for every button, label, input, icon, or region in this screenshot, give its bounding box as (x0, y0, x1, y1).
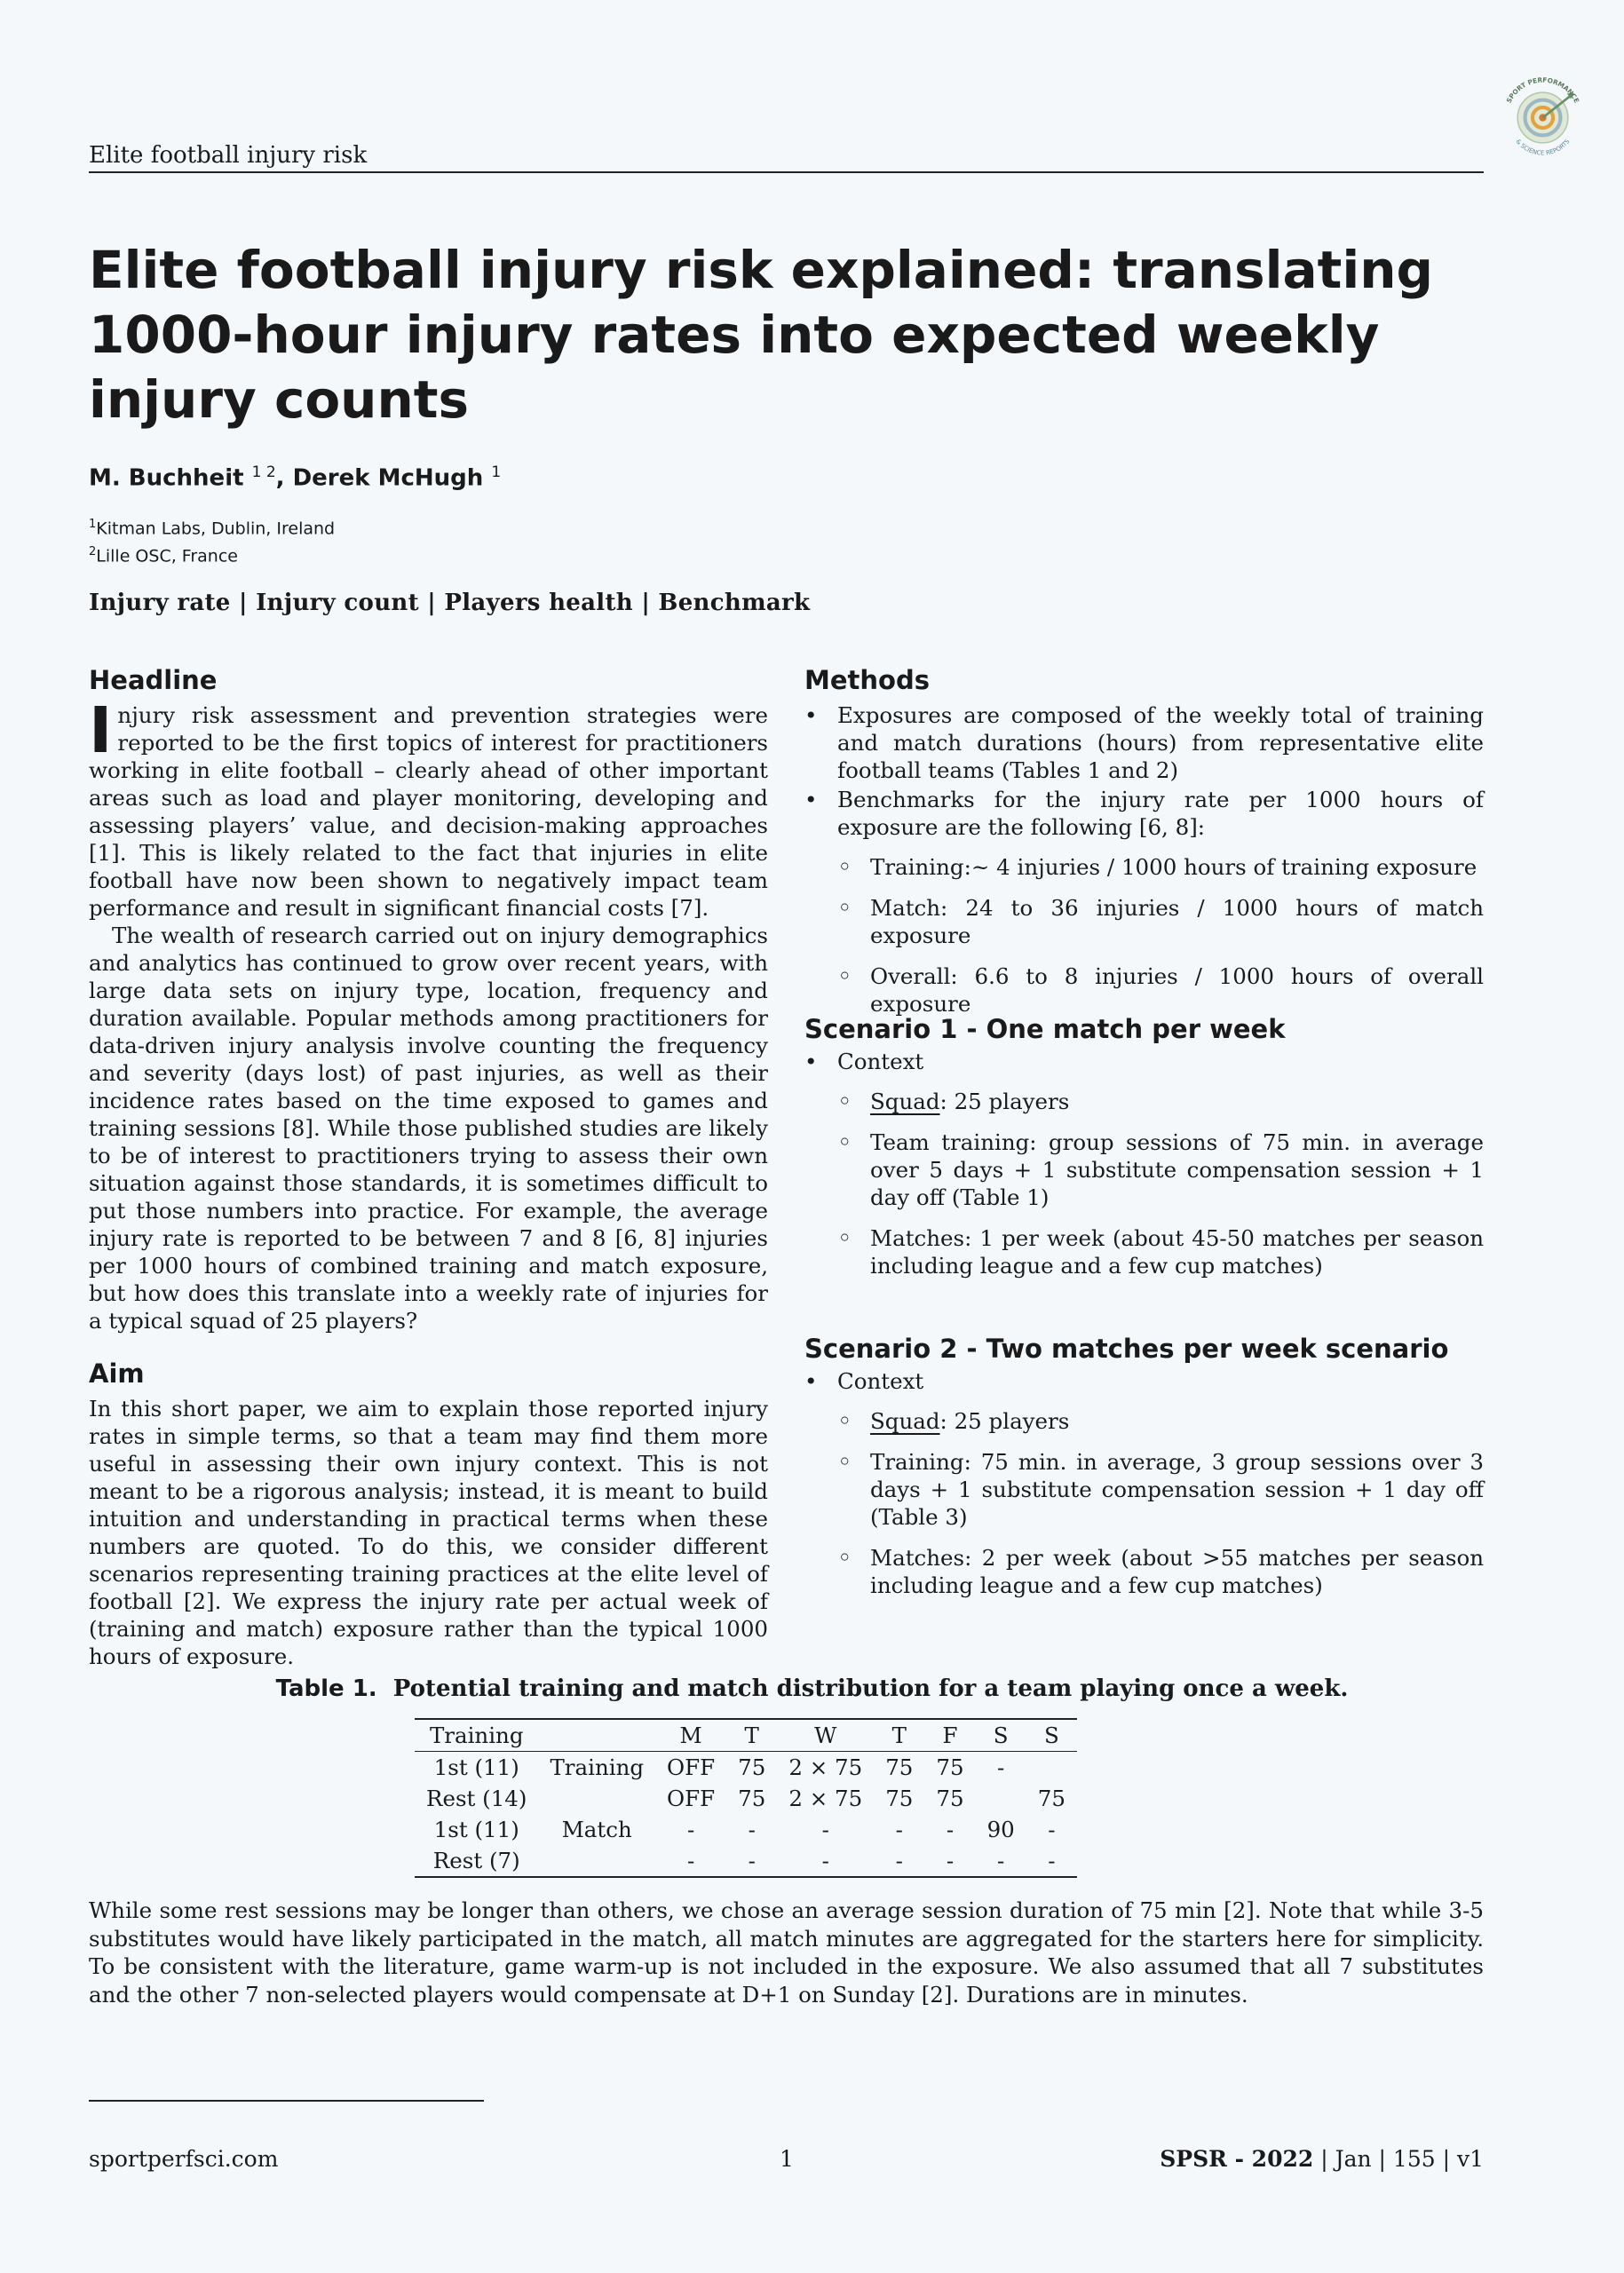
table-1-caption (0, 1675, 1624, 1702)
table-header-cell: S (976, 1719, 1026, 1752)
table-1-caption-text: Potential training and match distribution for a team playing once a week. (392, 1675, 1349, 1702)
scenario-1-context-label: Context (837, 1049, 924, 1074)
keywords: Injury rate | Injury count | Players health | Benchmark (89, 590, 811, 616)
running-head: Elite football injury risk (89, 142, 368, 169)
table-cell: Rest (14) (426, 1786, 527, 1811)
affiliation-2 (89, 545, 238, 566)
scenario-2-sublist (837, 1407, 1484, 1599)
table-cell: - (976, 1845, 1026, 1877)
benchmark-overall: ◦ Overall: 6.6 to 8 injuries / 1000 hours of overall exposure (837, 962, 1484, 1018)
table-cell: - (1026, 1845, 1077, 1877)
aim-heading: Aim (89, 1358, 145, 1389)
table-cell: 75 (738, 1786, 766, 1811)
methods-list (804, 701, 1484, 1018)
table-cell: 2 × 75 (788, 1786, 863, 1811)
table-header-cell: F (924, 1719, 975, 1752)
table-cell: 75 (936, 1754, 964, 1780)
table-cell: 75 (1037, 1786, 1066, 1811)
headline-heading: Headline (89, 665, 218, 695)
headline-section (89, 693, 768, 1334)
methods-bullet-2-text: Benchmarks for the injury rate per 1000 hours of exposure are the following [6, 8]: (837, 787, 1484, 840)
benchmark-match: ◦ Match: 24 to 36 injuries / 1000 hours of match exposure (837, 894, 1484, 949)
table-row (415, 1752, 1077, 1784)
table-cell: 75 (885, 1786, 914, 1811)
drop-cap: I (89, 693, 113, 767)
table-cell (1026, 1752, 1077, 1784)
table-header-row (415, 1719, 1077, 1752)
table-1-caption-number: Table 1. (275, 1675, 377, 1702)
table-cell: OFF (667, 1786, 716, 1811)
footer-journal-info (1160, 2146, 1484, 2172)
table-row (415, 1845, 1077, 1877)
affiliation-2-text: Lille OSC, France (96, 546, 238, 566)
table-cell: - (821, 1817, 829, 1842)
table-cell: 75 (936, 1786, 964, 1811)
scenario-2-context-label: Context (837, 1368, 924, 1394)
benchmark-sublist (837, 853, 1484, 1018)
table-cell (538, 1845, 655, 1877)
footer-website: sportperfsci.com (89, 2146, 279, 2172)
table-cell: - (997, 1754, 1005, 1780)
scenario-2-matches: ◦ Matches: 2 per week (about >55 matches per season including league and a few cup matches) (837, 1544, 1484, 1599)
methods-section (804, 701, 1484, 1031)
table-1 (415, 1718, 1077, 1878)
table-cell: - (777, 1845, 874, 1877)
scenario-1-heading: Scenario 1 - One match per week (804, 1014, 1286, 1044)
aim-section (89, 1395, 768, 1670)
table-cell: 1st (11) (433, 1754, 519, 1780)
scenario-2-squad-label: Squad (870, 1408, 940, 1434)
table-header-cell: Training (415, 1719, 538, 1752)
table-cell (538, 1783, 655, 1814)
table-header-cell (538, 1719, 655, 1752)
table-cell: 75 (885, 1754, 914, 1780)
table-cell: Training (550, 1754, 645, 1780)
scenario-2-section (804, 1367, 1484, 1612)
table-cell: - (686, 1817, 695, 1842)
table-cell: 75 (738, 1754, 766, 1780)
methods-bullet-2 (804, 786, 1484, 1018)
footer-journal-issue: | Jan | 155 | v1 (1313, 2146, 1484, 2172)
footer-journal-name: SPSR - 2022 (1160, 2146, 1314, 2172)
table-cell: Rest (7) (415, 1845, 538, 1877)
headline-paragraph-1 (89, 693, 768, 922)
logo-text-bottom: & SCIENCE REPORTS (1514, 138, 1572, 157)
scenario-1-matches: ◦ Matches: 1 per week (about 45-50 matches per season including league and a few cup matches) (837, 1224, 1484, 1279)
author-separator: , (275, 464, 293, 492)
footnote-rule (89, 2100, 484, 2102)
author-1: M. Buchheit (89, 464, 244, 492)
table-cell: - (946, 1817, 955, 1842)
table-cell: - (748, 1817, 756, 1842)
scenario-2-heading: Scenario 2 - Two matches per week scenario (804, 1334, 1449, 1364)
table-cell: Match (561, 1817, 632, 1842)
table-header-cell: M (655, 1719, 726, 1752)
header-rule (89, 171, 1484, 173)
table-cell: OFF (667, 1754, 716, 1780)
affiliation-1-text: Kitman Labs, Dublin, Ireland (96, 519, 336, 539)
table-cell: - (924, 1845, 975, 1877)
author-list (89, 463, 501, 492)
table-cell (976, 1783, 1026, 1814)
affiliation-1-num: 1 (89, 518, 97, 531)
table-header-cell: W (777, 1719, 874, 1752)
scenario-2-training: ◦ Training: 75 min. in average, 3 group sessions over 3 days + 1 substitute compensation session + 1 day off (Table 3) (837, 1448, 1484, 1531)
affiliation-1 (89, 518, 335, 538)
table-cell: - (726, 1845, 777, 1877)
benchmark-training: ◦ Training:~ 4 injuries / 1000 hours of training exposure (837, 853, 1484, 881)
scenario-2-list (804, 1367, 1484, 1599)
table-cell: 2 × 75 (788, 1754, 863, 1780)
aim-paragraph: In this short paper, we aim to explain those reported injury rates in simple terms, so that a team may find them more useful in assessing their own injury context. This is not meant to be a rigorous analysis; instead, it is meant to build intuition and understanding in practical terms when these numbers are quoted. To do this, we consider different scenarios representing training practices at the elite level of football [2]. We express the injury rate per actual week of (training and match) exposure rather than the typical 1000 hours of exposure. (89, 1396, 768, 1669)
scenario-2-context (804, 1367, 1484, 1599)
scenario-1-section (804, 1048, 1484, 1293)
scenario-1-team-training: ◦ Team training: group sessions of 75 min. in average over 5 days + 1 substitute compensation session + 1 day off (Table 1) (837, 1129, 1484, 1211)
scenario-1-squad (837, 1088, 1484, 1115)
table-1-note: While some rest sessions may be longer than others, we chose an average session duration of 75 min [2]. Note that while 3-5 substitutes would have likely participated in the match, all match minutes are aggregated for the starters here for simplicity. To be consistent with the literature, game warm-up is not included in the exposure. We also assumed that all 7 substitutes and the other 7 non-selected players would compensate at D+1 on Sunday [2]. Durations are in minutes. (89, 1897, 1484, 2008)
scenario-1-squad-label: Squad (870, 1089, 940, 1114)
table-row (415, 1814, 1077, 1845)
affiliation-2-num: 2 (89, 545, 97, 558)
logo-text-top: SPORT PERFORMANCE (1504, 75, 1581, 105)
table-cell: - (655, 1845, 726, 1877)
scenario-2-squad (837, 1407, 1484, 1435)
scenario-2-squad-value: : 25 players (939, 1408, 1070, 1434)
table-header-cell: T (726, 1719, 777, 1752)
scenario-1-list (804, 1048, 1484, 1279)
scenario-1-squad-value: : 25 players (939, 1089, 1070, 1114)
paper-title: Elite football injury risk explained: translating 1000-hour injury rates into expected weekly injury counts (89, 240, 1434, 430)
author-1-affil: 1 2 (251, 463, 276, 481)
headline-paragraph-2: The wealth of research carried out on injury demographics and analytics has continued to grow over recent years, with large data sets on injury type, location, frequency and duration available. Popular methods among practitioners for data-driven injury analysis involve counting the frequency and severity (days lost) of past injuries, as well as their incidence rates based on the time exposed to games and training sessions [8]. While those published studies are likely to be of interest to practitioners trying to assess their own situation against those standards, it is sometimes difficult to put those numbers into practice. For example, the average injury rate is reported to be between 7 and 8 [6, 8] injuries per 1000 hours of combined training and match exposure, but how does this translate into a weekly rate of injuries for a typical squad of 25 players? (89, 923, 768, 1334)
methods-bullet-1: • Exposures are composed of the weekly total of training and match durations (hours) from representative elite football teams (Tables 1 and 2) (804, 701, 1484, 784)
table-header-cell: T (874, 1719, 924, 1752)
table-cell: - (1048, 1817, 1056, 1842)
scenario-1-context (804, 1048, 1484, 1279)
methods-heading: Methods (804, 665, 930, 695)
journal-logo (1496, 71, 1589, 164)
author-2: Derek McHugh (292, 464, 484, 492)
page-number: 1 (780, 2146, 794, 2172)
table-header-cell: S (1026, 1719, 1077, 1752)
table-row (415, 1783, 1077, 1814)
author-2-affil: 1 (491, 463, 502, 481)
table-cell: 90 (986, 1817, 1015, 1842)
scenario-1-sublist (837, 1088, 1484, 1279)
table-cell: 1st (11) (433, 1817, 519, 1842)
headline-p1-text: njury risk assessment and prevention strategies were reported to be the first topics of interest for practitioners working in elite football – clearly ahead of other important areas such as load and player monitoring, developing and assessing players’ value, and decision-making approaches [1]. This is likely related to the fact that injuries in elite football have now been shown to negatively impact team performance and result in significant financial costs [7]. (89, 702, 768, 921)
table-cell: - (895, 1817, 903, 1842)
table-cell: - (874, 1845, 924, 1877)
